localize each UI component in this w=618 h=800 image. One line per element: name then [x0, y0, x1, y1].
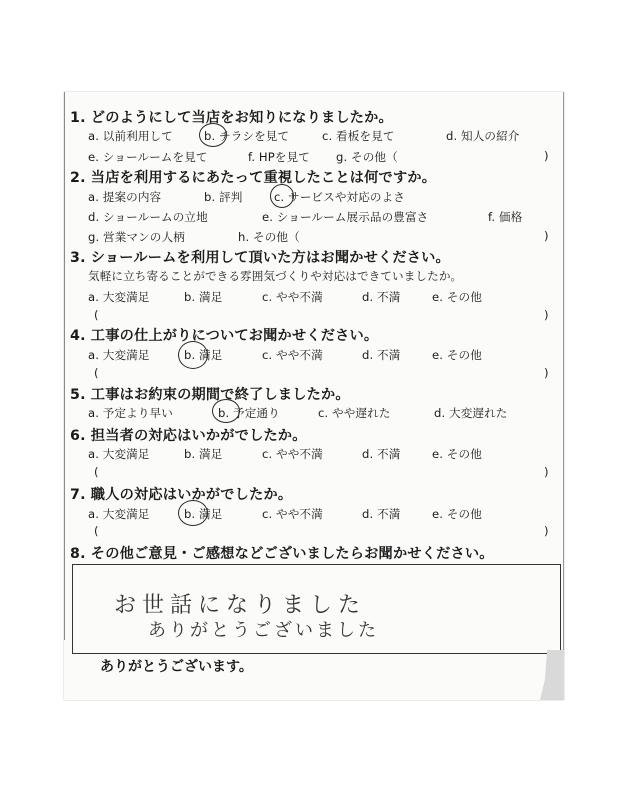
q3-option-a: a. 大変満足: [88, 290, 150, 304]
question-2-title: 2. 当店を利用するにあたって重視したことは何ですか。: [70, 170, 437, 186]
q5-option-b: b. 予定通り: [218, 406, 280, 420]
answer-circle-q4: [178, 341, 208, 369]
q7-option-a: a. 大変満足: [88, 507, 150, 521]
q6-option-a: a. 大変満足: [88, 447, 150, 461]
q4-option-d: d. 不満: [362, 348, 401, 362]
q4-option-a: a. 大変満足: [88, 348, 150, 362]
q1-option-f: f. HPを見て: [248, 150, 310, 164]
q3-option-c: c. やや不満: [262, 290, 323, 304]
answer-circle-q2: [270, 184, 294, 208]
q2-option-a: a. 提案の内容: [88, 190, 162, 204]
answer-circle-q7: [178, 500, 208, 526]
q2-option-g: g. 営業マンの人柄: [88, 230, 185, 244]
q4-option-b: b. 満足: [184, 348, 223, 362]
q1-option-c: c. 看板を見て: [322, 129, 395, 143]
q2-option-f: f. 価格: [488, 210, 523, 224]
q7-option-e: e. その他: [432, 507, 482, 521]
q3-option-e: e. その他: [432, 290, 482, 304]
q6-paren-close: ): [544, 465, 549, 479]
q6-option-b: b. 満足: [184, 447, 223, 461]
question-8-title: 8. その他ご意見・ご感想などございましたらお聞かせください。: [70, 546, 494, 562]
q7-paren-open: (: [94, 524, 99, 538]
q3-paren-close: ): [544, 308, 549, 322]
question-7-title: 7. 職人の対応はいかがでしたか。: [70, 487, 293, 503]
answer-circle-q5: [212, 399, 240, 423]
torn-corner: [540, 650, 564, 700]
handwritten-comment-line-2: ありがとうございました: [148, 620, 379, 641]
q1-option-d: d. 知人の紹介: [446, 129, 520, 143]
q5-option-a: a. 予定より早い: [88, 406, 173, 420]
q1-paren-close: ): [544, 149, 549, 163]
q6-option-c: c. やや不満: [262, 447, 323, 461]
q1-option-b: b. チラシを見て: [204, 129, 290, 143]
q2-option-b: b. 評判: [204, 190, 243, 204]
thank-you-footer: ありがとうございます。: [100, 659, 253, 675]
q7-option-b: b. 満足: [184, 507, 223, 521]
answer-circle-q1: [199, 123, 227, 147]
q1-option-a: a. 以前利用して: [88, 129, 173, 143]
q2-option-c: c. サービスや対応のよさ: [274, 190, 405, 204]
q5-option-d: d. 大変遅れた: [434, 406, 508, 420]
question-1-title: 1. どのようにして当店をお知りになりましたか。: [70, 110, 393, 126]
q6-paren-open: (: [94, 465, 99, 479]
question-6-title: 6. 担当者の対応はいかがでしたか。: [70, 428, 307, 444]
q1-option-g: g. その他（: [336, 150, 398, 164]
q2-option-e: e. ショールーム展示品の豊富さ: [262, 210, 429, 224]
q3-option-b: b. 満足: [184, 290, 223, 304]
q4-option-c: c. やや不満: [262, 348, 323, 362]
question-5-title: 5. 工事はお約束の期間で終了しましたか。: [70, 387, 350, 403]
question-3-title: 3. ショールームを利用して頂いた方はお聞かせください。: [70, 250, 450, 266]
handwritten-comment-line-1: お世話になりました: [114, 593, 367, 618]
q7-paren-close: ): [544, 524, 549, 538]
q2-option-d: d. ショールームの立地: [88, 210, 208, 224]
q4-paren-close: ): [544, 366, 549, 380]
question-4-title: 4. 工事の仕上がりについてお聞かせください。: [70, 328, 379, 344]
q2-paren-close: ): [544, 229, 549, 243]
q6-option-e: e. その他: [432, 447, 482, 461]
q5-option-c: c. やや遅れた: [318, 406, 391, 420]
question-3-subtext: 気軽に立ち寄ることができる雰囲気づくりや対応はできていましたか。: [88, 269, 463, 283]
q6-option-d: d. 不満: [362, 447, 401, 461]
q7-option-d: d. 不満: [362, 507, 401, 521]
q4-paren-open: (: [94, 366, 99, 380]
q3-paren-open: (: [94, 308, 99, 322]
q4-option-e: e. その他: [432, 348, 482, 362]
q3-option-d: d. 不満: [362, 290, 401, 304]
q7-option-c: c. やや不満: [262, 507, 323, 521]
q2-option-h: h. その他（: [238, 230, 300, 244]
q1-option-e: e. ショールームを見て: [88, 150, 208, 164]
